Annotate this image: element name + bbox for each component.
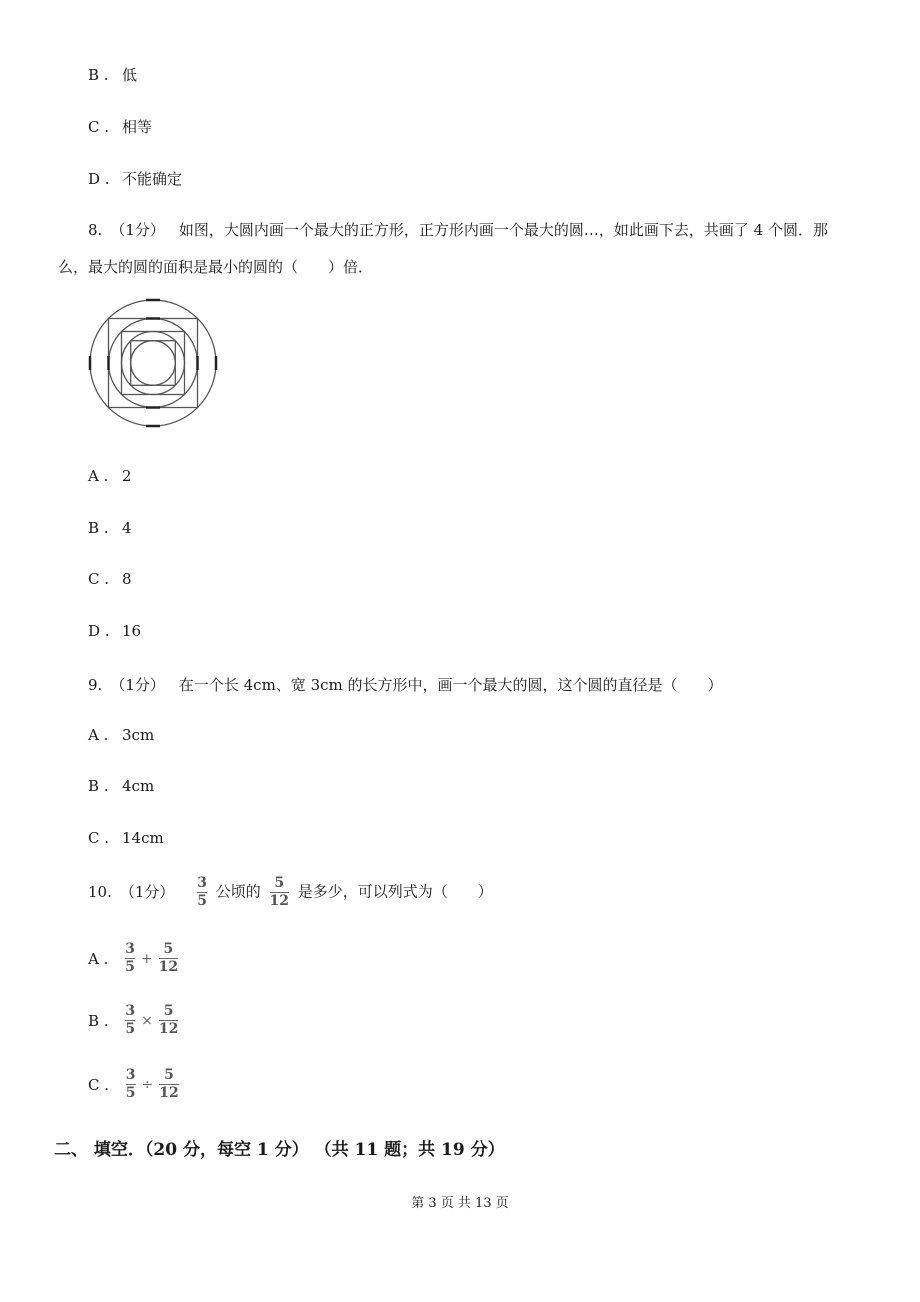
q10-option-c (88, 1068, 183, 1101)
q8-stem-line2: 么，最大的圆的面积是最小的圆的（ ）倍． (58, 258, 374, 276)
q9-option-c (88, 829, 164, 847)
option-text: 低 (122, 66, 138, 84)
option-text: 3cm (122, 726, 155, 744)
q8-option-a (88, 467, 132, 485)
option-letter: B . (88, 777, 109, 795)
q8-option-d (88, 622, 141, 640)
q10-option-a (88, 942, 182, 975)
question-text-tail: 是多少，可以列式为（ ） (297, 882, 493, 901)
option-letter: A . (88, 467, 109, 485)
q8-option-c (88, 570, 132, 588)
fraction-denominator: 5 (125, 1085, 136, 1101)
q9-option-a (88, 726, 154, 744)
option-letter: A . (88, 949, 109, 968)
fraction-three-fifths (126, 1068, 136, 1101)
fraction-five-twelfths (270, 876, 289, 909)
option-text: 16 (122, 622, 142, 640)
fraction-denominator: 12 (159, 1085, 179, 1101)
fraction-five-twelfths (159, 1004, 178, 1037)
fraction-denominator: 5 (125, 959, 135, 975)
times-operator: × (141, 1012, 153, 1029)
fraction-three-fifths (197, 876, 207, 909)
question-score: （1分） (119, 882, 175, 901)
nested-circles-figure (86, 296, 220, 430)
page-footer: 第 3 页 共 13 页 (411, 1196, 509, 1211)
option-letter: A . (88, 726, 109, 744)
option-letter: B . (88, 1011, 109, 1030)
fraction-three-fifths (125, 1004, 135, 1037)
question-score: （1分） (110, 676, 165, 694)
fraction-three-fifths (125, 942, 135, 975)
plus-operator: + (140, 950, 153, 967)
fraction-numerator: 5 (164, 1067, 174, 1083)
option-text: 不能确定 (122, 170, 183, 188)
fraction-five-twelfths (159, 1068, 178, 1101)
option-letter: B . (88, 66, 109, 84)
fraction-numerator: 5 (163, 941, 174, 957)
question-text: 如图，大圆内画一个最大的正方形，正方形内画一个最大的圆…，如此画下去，共画了 4 个圆．那 (178, 221, 828, 239)
question-text-mid: 公顷的 (215, 882, 261, 901)
fraction-numerator: 5 (163, 1003, 174, 1019)
question-number: 10. (88, 882, 112, 901)
q8-stem-line1 (88, 219, 828, 240)
section-two-heading: 二、 填空．（20 分，每空 1 分） （共 11 题；共 19 分） (54, 1140, 505, 1160)
question-text: 在一个长 4cm、宽 3cm 的长方形中，画一个最大的圆，这个圆的直径是（ ） (178, 676, 723, 694)
option-letter: D . (88, 622, 110, 640)
q7-option-d (88, 168, 182, 189)
question-number: 8. (88, 221, 103, 239)
option-letter: C . (88, 829, 110, 847)
fraction-denominator: 5 (197, 893, 207, 909)
fraction-denominator: 12 (158, 959, 179, 975)
question-number: 9. (88, 676, 103, 694)
q10-option-b (88, 1004, 182, 1037)
question-score: （1分） (110, 221, 165, 239)
option-text: 相等 (122, 118, 153, 136)
option-letter: C . (88, 570, 110, 588)
option-letter: B . (88, 519, 109, 537)
fraction-numerator: 3 (197, 875, 207, 891)
option-text: 14cm (122, 829, 164, 847)
option-text: 4cm (122, 777, 155, 795)
fraction-numerator: 5 (274, 875, 285, 891)
q10-stem (88, 876, 493, 909)
q8-option-b (88, 519, 132, 537)
fraction-numerator: 3 (125, 941, 135, 957)
fraction-denominator: 12 (269, 893, 289, 909)
fraction-denominator: 5 (125, 1021, 136, 1037)
q9-option-b (88, 777, 154, 795)
option-letter: C . (88, 1075, 110, 1094)
divide-operator: ÷ (141, 1076, 154, 1093)
option-letter: C . (88, 118, 110, 136)
q7-option-c (88, 116, 152, 137)
fraction-numerator: 3 (125, 1067, 136, 1083)
fraction-five-twelfths (159, 942, 178, 975)
option-text: 2 (122, 467, 132, 485)
q9-stem (88, 674, 723, 695)
q7-option-b (88, 64, 137, 85)
option-text: 8 (122, 570, 132, 588)
fraction-numerator: 3 (125, 1003, 136, 1019)
circle-4 (131, 341, 176, 386)
fraction-denominator: 12 (158, 1021, 179, 1037)
option-text: 4 (122, 519, 132, 537)
option-letter: D . (88, 170, 110, 188)
